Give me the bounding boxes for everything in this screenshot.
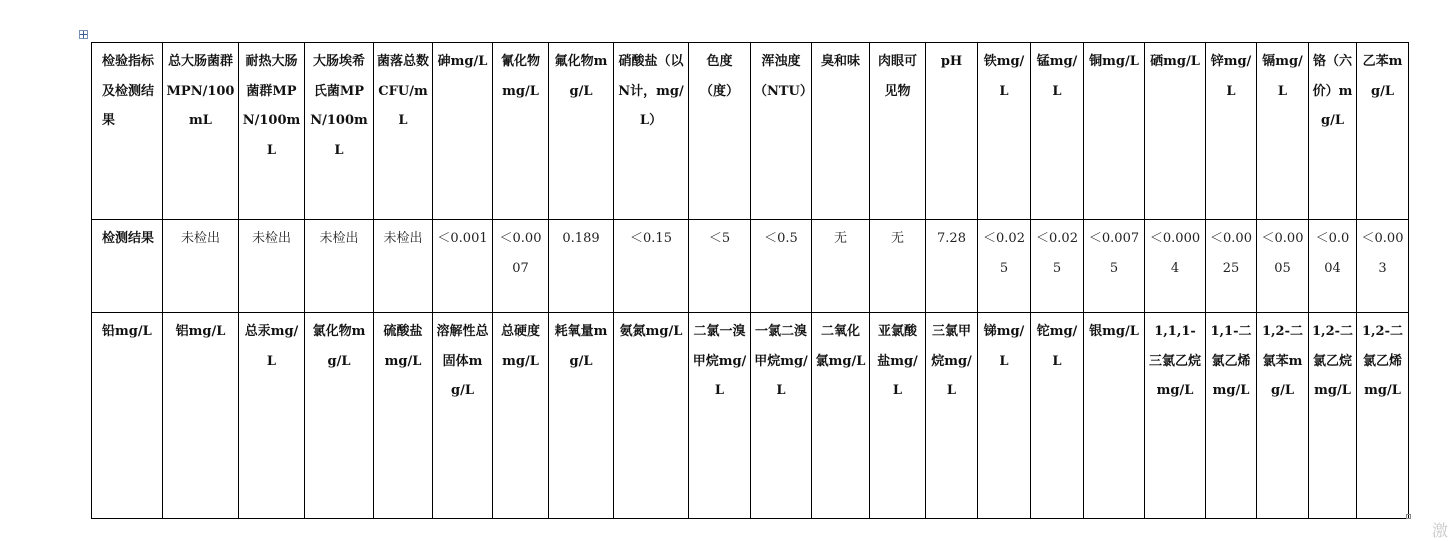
- header-cell: 三氯甲烷mg/L: [926, 313, 978, 519]
- header-cell: 色度（度）: [689, 43, 751, 220]
- header-cell: 总汞mg/L: [239, 313, 305, 519]
- result-cell: ＜0.004: [1309, 220, 1357, 313]
- header-cell: 检验指标及检测结果: [92, 43, 163, 220]
- result-row: [92, 220, 1409, 313]
- header-cell: 大肠埃希氏菌MPN/100mL: [305, 43, 374, 220]
- result-cell: ＜0.5: [751, 220, 812, 313]
- header-cell: 溶解性总固体mg/L: [433, 313, 493, 519]
- result-cell: ＜0.025: [978, 220, 1031, 313]
- result-cell: ＜0.0075: [1084, 220, 1145, 313]
- result-cell: ＜0.001: [433, 220, 493, 313]
- header-cell: 1,1,1-三氯乙烷mg/L: [1145, 313, 1206, 519]
- result-cell: 0.189: [549, 220, 614, 313]
- header-cell: 硒mg/L: [1145, 43, 1206, 220]
- header-cell: 硝酸盐（以N计，mg/L）: [614, 43, 689, 220]
- header-cell: 铝mg/L: [163, 313, 239, 519]
- header-cell: 铬（六价）mg/L: [1309, 43, 1357, 220]
- result-cell: 未检出: [305, 220, 374, 313]
- header-cell: 臭和味: [812, 43, 870, 220]
- result-cell: ＜0.15: [614, 220, 689, 313]
- result-cell: 无: [870, 220, 926, 313]
- header-cell: 总硬度mg/L: [493, 313, 549, 519]
- water-quality-table: [91, 42, 1409, 519]
- result-cell: ＜5: [689, 220, 751, 313]
- header-cell: 1,2-二氯苯mg/L: [1257, 313, 1309, 519]
- watermark: 激: [1432, 521, 1448, 540]
- header-cell: 浑浊度（NTU）: [751, 43, 812, 220]
- header-cell: 总大肠菌群MPN/100mL: [163, 43, 239, 220]
- header-cell: 1,1-二氯乙烯mg/L: [1206, 313, 1257, 519]
- result-cell: 未检出: [239, 220, 305, 313]
- second-header-row: [92, 313, 1409, 519]
- header-cell: 银mg/L: [1084, 313, 1145, 519]
- table-end-mark: [1406, 514, 1411, 519]
- result-cell: 未检出: [374, 220, 433, 313]
- header-cell: 砷mg/L: [433, 43, 493, 220]
- header-cell: 1,2-二氯乙烯mg/L: [1357, 313, 1409, 519]
- header-cell: 耐热大肠菌群MPN/100mL: [239, 43, 305, 220]
- header-cell: 二氯一溴甲烷mg/L: [689, 313, 751, 519]
- header-cell: 耗氧量mg/L: [549, 313, 614, 519]
- header-cell: 二氧化氯mg/L: [812, 313, 870, 519]
- header-cell: pH: [926, 43, 978, 220]
- header-cell: 氯化物mg/L: [305, 313, 374, 519]
- result-cell: ＜0.0007: [493, 220, 549, 313]
- result-cell: 7.28: [926, 220, 978, 313]
- header-cell: 1,2-二氯乙烷mg/L: [1309, 313, 1357, 519]
- header-cell: 菌落总数CFU/mL: [374, 43, 433, 220]
- header-cell: 镉mg/L: [1257, 43, 1309, 220]
- header-cell: 锌mg/L: [1206, 43, 1257, 220]
- result-cell: ＜0.0004: [1145, 220, 1206, 313]
- header-cell: 氰化物mg/L: [493, 43, 549, 220]
- header-cell: 锑mg/L: [978, 313, 1031, 519]
- header-cell: 亚氯酸盐mg/L: [870, 313, 926, 519]
- header-row: [92, 43, 1409, 220]
- table-move-handle[interactable]: [79, 30, 88, 39]
- header-cell: 氟化物mg/L: [549, 43, 614, 220]
- result-cell: ＜0.003: [1357, 220, 1409, 313]
- header-cell: 锰mg/L: [1031, 43, 1084, 220]
- header-cell: 一氯二溴甲烷mg/L: [751, 313, 812, 519]
- header-cell: 铁mg/L: [978, 43, 1031, 220]
- header-cell: 乙苯mg/L: [1357, 43, 1409, 220]
- header-cell: 铊mg/L: [1031, 313, 1084, 519]
- header-cell: 肉眼可见物: [870, 43, 926, 220]
- header-cell: 铅mg/L: [92, 313, 163, 519]
- result-cell: ＜0.0005: [1257, 220, 1309, 313]
- result-cell: ＜0.025: [1031, 220, 1084, 313]
- header-cell: 氨氮mg/L: [614, 313, 689, 519]
- header-cell: 铜mg/L: [1084, 43, 1145, 220]
- header-cell: 硫酸盐mg/L: [374, 313, 433, 519]
- result-cell: ＜0.0025: [1206, 220, 1257, 313]
- result-label-cell: 检测结果: [92, 220, 163, 313]
- result-cell: 无: [812, 220, 870, 313]
- result-cell: 未检出: [163, 220, 239, 313]
